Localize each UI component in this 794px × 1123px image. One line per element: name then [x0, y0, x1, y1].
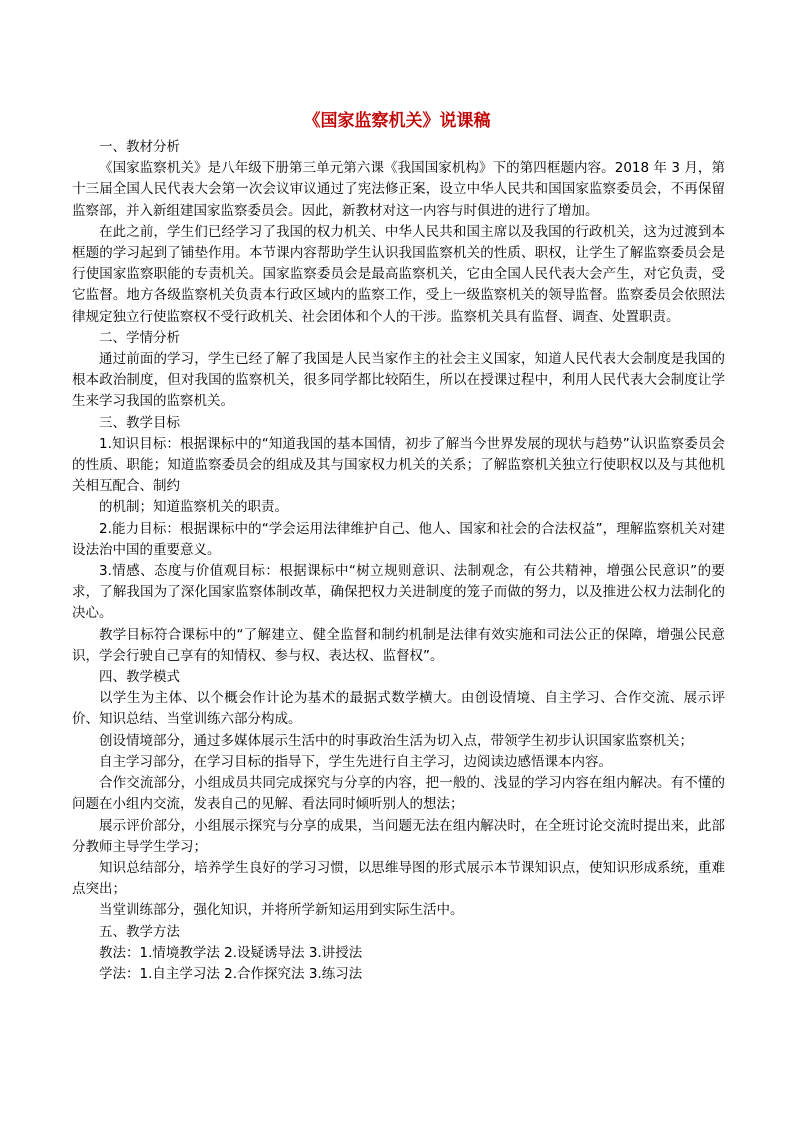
- section-heading: 五、教学方法: [99, 923, 180, 940]
- paragraph: 展示评价部分，小组展示探究与分享的成果，当问题无法在组内解决时，在全班讨论交流时提出来，此部分教师主导学生学习；: [72, 817, 725, 855]
- paragraph: 当堂训练部分，强化知识，并将所学新知运用到实际生活中。: [99, 902, 464, 919]
- paragraph: 在此之前，学生们已经学习了我国的权力机关、中华人民共和国主席以及我国的行政机关，这为过渡到本框题的学习起到了铺垫作用。本节课内容帮助学生认识我国监察机关的性质、职权，让学生了解监察委员会是行使国家监察职能的专责机关。国家监察委员会是最高监察机关，它由全国人民代表大会产生，对它负责，受它监督。地方各级监察机关负责本行政区域内的监察工作，受上一级监察机关的领导监督。监察委员会依照法律规定独立行使监察权不受行政机关、社会团体和个人的干涉。监察机关具有监督、调查、处置职责。: [72, 223, 725, 325]
- paragraph: 通过前面的学习，学生已经了解了我国是人民当家作主的社会主义国家，知道人民代表大会制度是我国的根本政治制度，但对我国的监察机关，很多同学都比较陌生，所以在授课过程中，利用人民代表大会制度让学生来学习我国的监察机关。: [72, 351, 725, 410]
- document-title: 《国家监察机关》说课稿: [303, 111, 491, 131]
- section-heading: 三、教学目标: [99, 414, 180, 431]
- document-body: [72, 137, 725, 985]
- paragraph: 的机制；知道监察机关的职责。: [99, 499, 288, 516]
- section-heading: 四、教学模式: [99, 669, 180, 686]
- paragraph: 以学生为主体、以个概会作计论为基术的最据式数学横大。由创设情境、自主学习、合作交流、展示评价、知识总结、当堂训练六部分构成。: [72, 690, 725, 728]
- paragraph: 2.能力目标：根据课标中的“学会运用法律维护自己、他人、国家和社会的合法权益”，理解监察机关对建设法治中国的重要意义。: [72, 520, 725, 558]
- paragraph: 知识总结部分，培养学生良好的学习习惯，以思维导图的形式展示本节课知识点，使知识形成系统，重难点突出；: [72, 859, 725, 898]
- section-heading: 一、教材分析: [99, 139, 180, 155]
- paragraph: 自主学习部分，在学习目标的指导下，学生先进行自主学习，边阅读边感悟课本内容。: [99, 753, 612, 770]
- paragraph: 教学目标符合课标中的“了解建立、健全监督和制约机制是法律有效实施和司法公正的保障，增强公民意识，学会行驶自己享有的知情权、参与权、表达权、监督权”。: [72, 626, 725, 664]
- paragraph: 3.情感、态度与价值观目标：根据课标中“树立规则意识、法制观念，有公共精神，增强公民意识”的要求，了解我国为了深化国家监察体制改革，确保把权力关进制度的笼子而做的努力，以及推进公权力法制化的决心。: [72, 563, 725, 622]
- section-heading: 二、学情分析: [99, 329, 180, 346]
- paragraph: 1.知识目标：根据课标中的“知道我国的基本国情，初步了解当今世界发展的现状与趋势”认识监察委员会的性质、职能；知道监察委员会的组成及其与国家权力机关的关系；了解监察机关独立行使职权以及与其他机关相互配合、制约: [72, 435, 725, 495]
- paragraph: 《国家监察机关》是八年级下册第三单元第六课《我国国家机构》下的第四框题内容。2018 年 3 月，第十三届全国人民代表大会第一次会议审议通过了宪法修正案，设立中华人民共和国国家监察委员会，不再保留监察部，并入新组建国家监察委员会。因此，新教材对这一内容与时俱进的进行了增加。: [72, 160, 725, 219]
- paragraph: 学法：1.自主学习法 2.合作探究法 3.练习法: [99, 965, 363, 982]
- paragraph: 教法：1.情境教学法 2.设疑诱导法 3.讲授法: [99, 944, 363, 961]
- paragraph: 创设情境部分，通过多媒体展示生活中的时事政治生活为切入点，带领学生初步认识国家监察机关；: [99, 732, 693, 749]
- paragraph: 合作交流部分，小组成员共同完成探究与分享的内容，把一般的、浅显的学习内容在组内解决。有不懂的问题在小组内交流，发表自己的见解、看法同时倾听别人的想法；: [72, 775, 725, 813]
